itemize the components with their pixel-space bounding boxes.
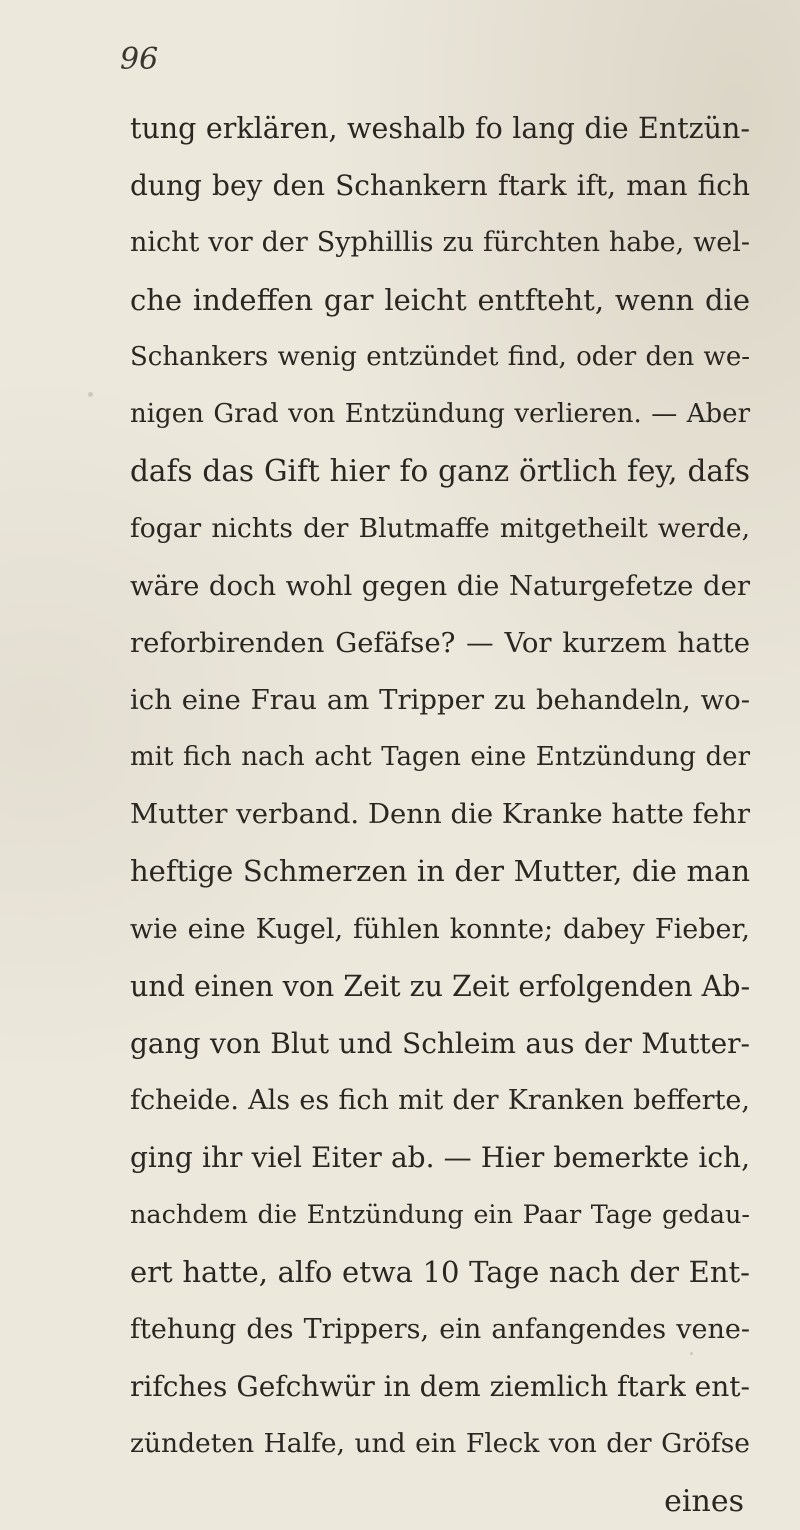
text-line: reforbirenden Gefäfse? — Vor kurzem hatte [130, 626, 750, 659]
text-line: ich eine Frau am Tripper zu behandeln, wo- [130, 683, 750, 716]
text-line: dafs das Gift hier fo ganz örtlich fey, dafs [130, 454, 750, 489]
text-line: nicht vor der Syphillis zu fürchten habe, wel- [130, 227, 750, 259]
text-line: heftige Schmerzen in der Mutter, die man [130, 854, 750, 889]
text-line: zündeten Halfe, und ein Fleck von der Gröfse [130, 1428, 750, 1460]
text-line: tung erklären, weshalb fo lang die Entzün- [130, 112, 750, 145]
text-line: mit fich nach acht Tagen eine Entzündung der [130, 742, 750, 773]
page-number: 96 [120, 42, 159, 77]
text-line: ftehung des Trippers, ein anfangendes vene- [130, 1313, 750, 1345]
paper-speck [88, 392, 93, 397]
text-line: rifches Gefchwür in dem ziemlich ftark ent- [130, 1370, 750, 1404]
text-line: ging ihr viel Eiter ab. — Hier bemerkte ich, [130, 1141, 750, 1175]
text-line: ert hatte, alfo etwa 10 Tage nach der Ent- [130, 1254, 750, 1289]
text-line: wie eine Kugel, fühlen konnte; dabey Fieber, [130, 913, 750, 945]
text-line: fcheide. Als es fich mit der Kranken befferte, [130, 1085, 750, 1117]
text-line: Schankers wenig entzündet find, oder den we- [130, 341, 750, 372]
text-line: dung bey den Schankern ftark ift, man fich [130, 169, 750, 203]
body-text [130, 100, 750, 1530]
catchword: eines [664, 1483, 744, 1519]
text-line: che indeffen gar leicht entfteht, wenn die [130, 282, 750, 317]
text-line: Mutter verband. Denn die Kranke hatte fehr [130, 798, 750, 831]
text-line: fogar nichts der Blutmaffe mitgetheilt werde, [130, 513, 750, 545]
text-line: und einen von Zeit zu Zeit erfolgenden Ab- [130, 969, 751, 1003]
paper-speck [690, 1352, 693, 1355]
paper-speck [300, 1390, 304, 1394]
text-line: nigen Grad von Entzündung verlieren. — Aber [130, 398, 750, 429]
text-line: gang von Blut und Schleim aus der Mutter- [130, 1027, 750, 1060]
text-line: wäre doch wohl gegen die Naturgefetze der [130, 569, 750, 602]
text-line: nachdem die Entzündung ein Paar Tage gedau- [130, 1199, 750, 1230]
